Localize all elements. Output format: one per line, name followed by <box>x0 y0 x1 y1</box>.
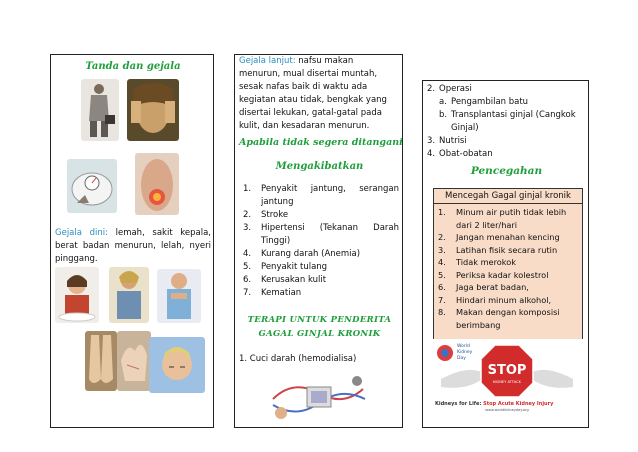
unconscious-person-photo <box>149 337 205 393</box>
list-item: 4. Obat-obatan <box>427 149 493 159</box>
early-symptoms-text: lemah, sakit kepala, berat badan menurun, lelah, nyeri pinggang. <box>55 228 211 264</box>
list-item: 8. Makan dengan komposisi berimbang <box>438 307 560 330</box>
wkd-line3: Day <box>457 356 466 361</box>
list-item: 6. Jaga berat badan, <box>438 282 529 292</box>
list-item: 3. Nutrisi <box>427 136 467 146</box>
list-item: 1. Minum air putih tidak lebih dari 2 liter/hari <box>438 207 567 230</box>
late-symptoms <box>239 55 397 133</box>
prevention-heading: Pencegahan <box>470 165 543 177</box>
list-item: 5. Penyakit tulang <box>243 262 328 272</box>
panel-symptoms <box>50 54 214 428</box>
list-item: 1. Penyakit jantung, serangan jantung <box>243 184 399 207</box>
list-item: 7. Hindari minum alkohol, <box>438 294 552 305</box>
therapy-continued-list <box>427 83 587 161</box>
wkd-line1: World <box>457 344 470 349</box>
nausea-woman-photo <box>55 267 99 323</box>
list-item: 7. Kematian <box>243 288 302 298</box>
list-item: 4. Tidak merokok <box>438 257 516 267</box>
list-item: 4. Kurang darah (Anemia) <box>243 249 361 259</box>
consequences-heading: Mengakibatkan <box>275 161 364 172</box>
prevention-box <box>433 188 583 353</box>
therapy-heading: TERAPI UNTUK PENDERITA GAGAL GINJAL KRONIK <box>247 315 392 339</box>
list-item: 3. Hipertensi (Tekanan Darah Tinggi) <box>243 223 399 246</box>
tired-man-photo <box>81 79 119 141</box>
stop-sign-subtext: KIDNEY ATTACK <box>493 380 521 384</box>
headache-photo <box>127 79 179 141</box>
list-item: b. Transplantasi ginjal (Cangkok Ginjal) <box>439 110 576 133</box>
panel-complications <box>234 54 403 428</box>
list-item: 6. Kerusakan kulit <box>243 275 327 285</box>
chest-pain-photo <box>157 269 201 323</box>
list-item: 2. Operasi <box>427 84 472 94</box>
panel-prevention <box>422 80 589 428</box>
late-symptoms-label: Gejala lanjut: <box>239 56 296 66</box>
prevention-box-title: Mencegah Gagal ginjal kronik <box>434 189 582 204</box>
tired-woman-photo <box>109 267 149 323</box>
stop-sign-text: STOP <box>487 363 527 378</box>
untreated-heading: Apabila tidak segera ditangani <box>239 137 403 148</box>
early-symptoms-label: Gejala dini: <box>55 228 108 238</box>
wkd-line2: Kidney <box>457 350 473 355</box>
complications-list <box>243 183 399 300</box>
list-item: 2. Stroke <box>243 210 289 220</box>
itchy-skin-photo <box>117 331 151 391</box>
symptoms-title: Tanda dan gejala <box>85 61 181 72</box>
late-symptoms-text: nafsu makan menurun, mual disertai muntah, sesak nafas baik di waktu ada kegiatan atau tidak, bengkak yang disertai lekukan, gatal-gatal pada kulit, dan kesadaran menurun. <box>239 56 387 131</box>
prevention-list <box>434 204 582 331</box>
back-pain-photo <box>135 153 179 215</box>
swollen-feet-photo <box>85 331 117 391</box>
list-item: a. Pengambilan batu <box>439 97 529 107</box>
list-item: 2. Jangan menahan kencing <box>438 232 560 242</box>
therapy-item: 1. Cuci darah (hemodialisa) <box>239 354 357 364</box>
early-symptoms <box>55 227 211 266</box>
logo-caption: Kidneys for Life: Stop Acute Kidney Injury <box>435 401 554 407</box>
weight-scale-photo <box>67 159 117 213</box>
list-item: 5. Periksa kadar kolestrol <box>438 269 549 280</box>
dialysis-machine-photo <box>263 369 375 425</box>
list-item: 3. Latihan fisik secara rutin <box>438 244 558 255</box>
logo-url: www.worldkidneyday.org <box>485 408 529 412</box>
world-kidney-day-logo <box>431 339 583 413</box>
